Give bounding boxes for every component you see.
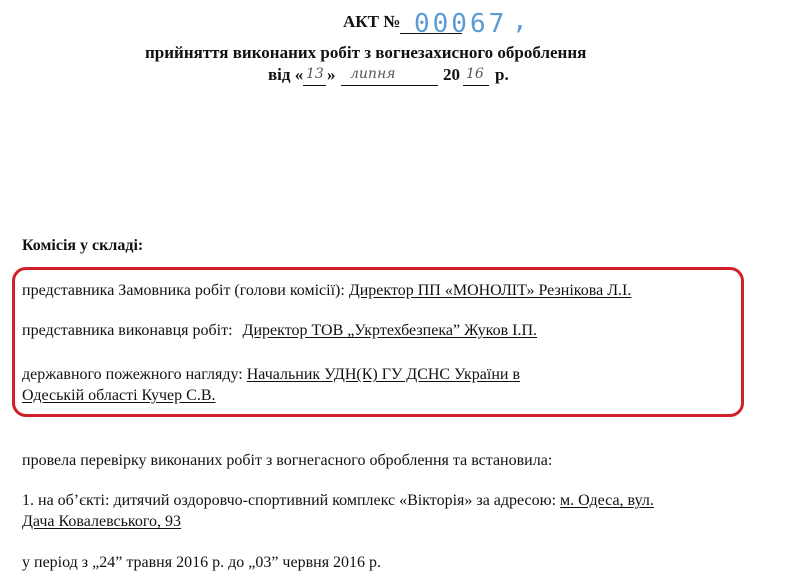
item1-prefix: 1. на об’єкті: дитячий оздоровчо-спортивний комплекс «Вікторія» за адресою: (22, 492, 557, 509)
fire-value-line1: Начальник УДН(К) ГУ ДСНС України в (246, 366, 521, 383)
act-number-mark: , (512, 6, 531, 36)
act-subtitle: прийняття виконаних робіт з вогнезахисного оброблення (145, 43, 587, 62)
date-year-underline (463, 85, 489, 86)
fire-label: державного пожежного нагляду: (22, 366, 243, 383)
date-month: липня (350, 66, 396, 82)
date-day-underline (303, 85, 326, 86)
date-year-suffix: 16 (466, 66, 484, 82)
date-day: 13 (306, 66, 324, 82)
fire-value-line2: Одеській області Кучер С.В. (22, 387, 216, 404)
intro-text: провела перевірку виконаних робіт з вогнегасного оброблення та встановила: (22, 452, 553, 469)
item1-address-line2: Дача Ковалевського, 93 (22, 513, 182, 530)
period-text: у період з „24” травня 2016 р. до „03” червня 2016 р. (22, 554, 382, 571)
customer-value: Директор ПП «МОНОЛІТ» Резнікова Л.І. (348, 282, 632, 299)
act-label: АКТ № (343, 12, 401, 31)
date-year-prefix: 20 (443, 65, 460, 84)
contractor-value: Директор ТОВ „Укртехбезпека” Жуков І.П. (242, 322, 538, 339)
date-month-underline (341, 85, 438, 86)
contractor-row (22, 322, 537, 340)
fire-row (22, 366, 520, 384)
customer-row (22, 282, 631, 300)
contractor-label: представника виконавця робіт: (22, 322, 233, 339)
commission-title: Комісія у складі: (22, 237, 144, 254)
item1-address-line1: м. Одеса, вул. (560, 492, 654, 509)
date-close-quote: » (327, 65, 336, 84)
item1-row (22, 492, 654, 510)
act-number: 00067 (414, 9, 508, 39)
date-from-label: від « (268, 65, 304, 84)
date-year-r: р. (495, 65, 509, 84)
customer-label: представника Замовника робіт (голови комісії): (22, 282, 345, 299)
